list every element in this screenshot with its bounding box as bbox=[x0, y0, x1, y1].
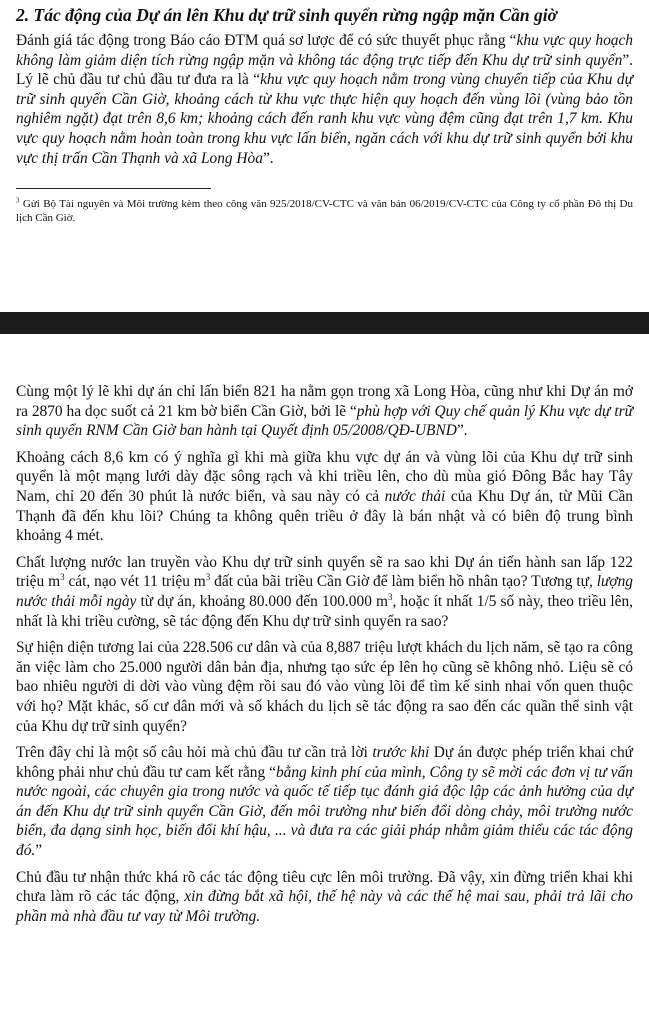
section-heading: 2. Tác động của Dự án lên Khu dự trữ sinh quyển rừng ngập mặn Cần giờ bbox=[16, 5, 557, 25]
paragraph-population: Sự hiện diện tương lai của 228.506 cư dân và của 8,887 triệu lượt khách du lịch năm, sẽ tạo ra công ăn việc làm cho 25.000 người dân bản địa, nhưng tạo sức ép lên họ cũng sẽ không nhỏ. Liệu sẽ có bao nhiêu người di dời vào vùng đệm rồi sau đó vào vùng lõi để tìm kế sinh nhai vốn quen thuộc với họ? Mặt khác, số cư dân mới và số khách du lịch sẽ tác động ra sao đến các quần thể sinh vật của Khu dự trữ sinh quyển? bbox=[16, 639, 633, 735]
footnote: $^3$ Gửi Bộ Tài nguyên và Môi trường kèm theo công văn 925/2018/CV-CTC và văn bản 06/2019/CV-CTC của Công ty cổ phần Đô thị Du lịch Cần Giờ. bbox=[16, 196, 633, 225]
paragraph-assessment: Đánh giá tác động trong Báo cáo ĐTM quá sơ lược để có sức thuyết phục rằng “khu vực quy hoạch không làm giảm diện tích rừng ngập mặn và không tác động trực tiếp đến Khu dự trữ sinh quyển”. Lý lẽ chủ đầu tư chủ đầu tư đưa ra là “khu vực quy hoạch nằm trong vùng chuyển tiếp của Khu dự trữ sinh quyển Cần Giờ, khoảng cách từ khu vực thực hiện quy hoạch đến vùng lõi (vùng bảo tồn nghiêm ngặt) đạt trên 8,6 km; khoảng cách đến ranh khu vực vùng đệm cũng đạt trên 1,7 km. Khu vực quy hoạch nằm hoàn toàn trong khu vực lấn biển, ngăn cách với khu dự trữ sinh quyển bởi khu vực thị trấn Cần Thạnh và xã Long Hòa”. bbox=[16, 32, 633, 167]
page-upper bbox=[0, 0, 649, 312]
paragraph-questions: Trên đây chỉ là một số câu hỏi mà chủ đầu tư cần trả lời trước khi Dự án được phép triển khai chứ không phải như chủ đầu tư cam kết rằng “bằng kinh phí của mình, Công ty sẽ mời các đơn vị tư vấn nước ngoài, các chuyên gia trong nước và quốc tế tiếp tục đánh giá độc lập các ảnh hưởng của dự án đến Khu dự trữ sinh quyển Cần Giờ, đến môi trường như biến đổi dòng chảy, môi trường nước biển, đa dạng sinh học, biến đổi khí hậu, ... và đưa ra các giải pháp nhằm giảm thiểu các tác động đó.” bbox=[16, 744, 633, 860]
paragraph-same-argument: Cùng một lý lẽ khi dự án chỉ lấn biển 821 ha nằm gọn trong xã Long Hòa, cũng như khi Dự án mở ra 2870 ha dọc suốt cả 21 km bờ biển Cần Giờ, bởi lẽ “phù hợp với Quy chế quản lý Khu vực dự trữ sinh quyển RNM Cần Giờ ban hành tại Quyết định 05/2008/QĐ-UBND”. bbox=[16, 383, 633, 440]
upper-content bbox=[16, 4, 633, 225]
page-break-band bbox=[0, 312, 649, 334]
page-lower bbox=[0, 334, 649, 1024]
footnote-separator bbox=[16, 188, 211, 189]
lower-content bbox=[16, 382, 633, 926]
paragraph-conclusion: Chủ đầu tư nhận thức khá rõ các tác động tiêu cực lên môi trường. Đã vậy, xin đừng triển khai khi chưa làm rõ các tác động, xin đừng bắt xã hội, thế hệ này và các thế hệ mai sau, phải trả lãi cho phần mà nhà đầu tư vay từ Môi trường. bbox=[16, 868, 633, 925]
paragraph-water-quality: Chất lượng nước lan truyền vào Khu dự trữ sinh quyển sẽ ra sao khi Dự án tiến hành san lấp 122 triệu $m^3$ cát, nạo vét 11 triệu $m^3$ đất của bãi triều Cần Giờ để làm biển hồ nhân tạo? Tương tự, lượng nước thải mỗi ngày từ dự án, khoảng 80.000 đến 100.000 $m^3$, hoặc ít nhất 1/5 số này, theo triều lên, nhất là khi triều cường, sẽ tác động đến Khu dự trữ sinh quyển ra sao? bbox=[16, 553, 634, 630]
paragraph-distance: Khoảng cách 8,6 km có ý nghĩa gì khi mà giữa khu vực dự án và vùng lõi của Khu dự trữ sinh quyển là một mạng lưới dày đặc sông rạch và khi triều lên, cho dù mùa gió Đông Bắc hay Tây Nam, chỉ 20 đến 30 phút là nước biển, và sau này có cả nước thải của Khu Dự án, từ Mũi Cần Thạnh đã đến khu lõi? Chúng ta không quên triều ở đây là bán nhật và có biên độ trung bình khoảng 4 mét. bbox=[16, 448, 633, 545]
